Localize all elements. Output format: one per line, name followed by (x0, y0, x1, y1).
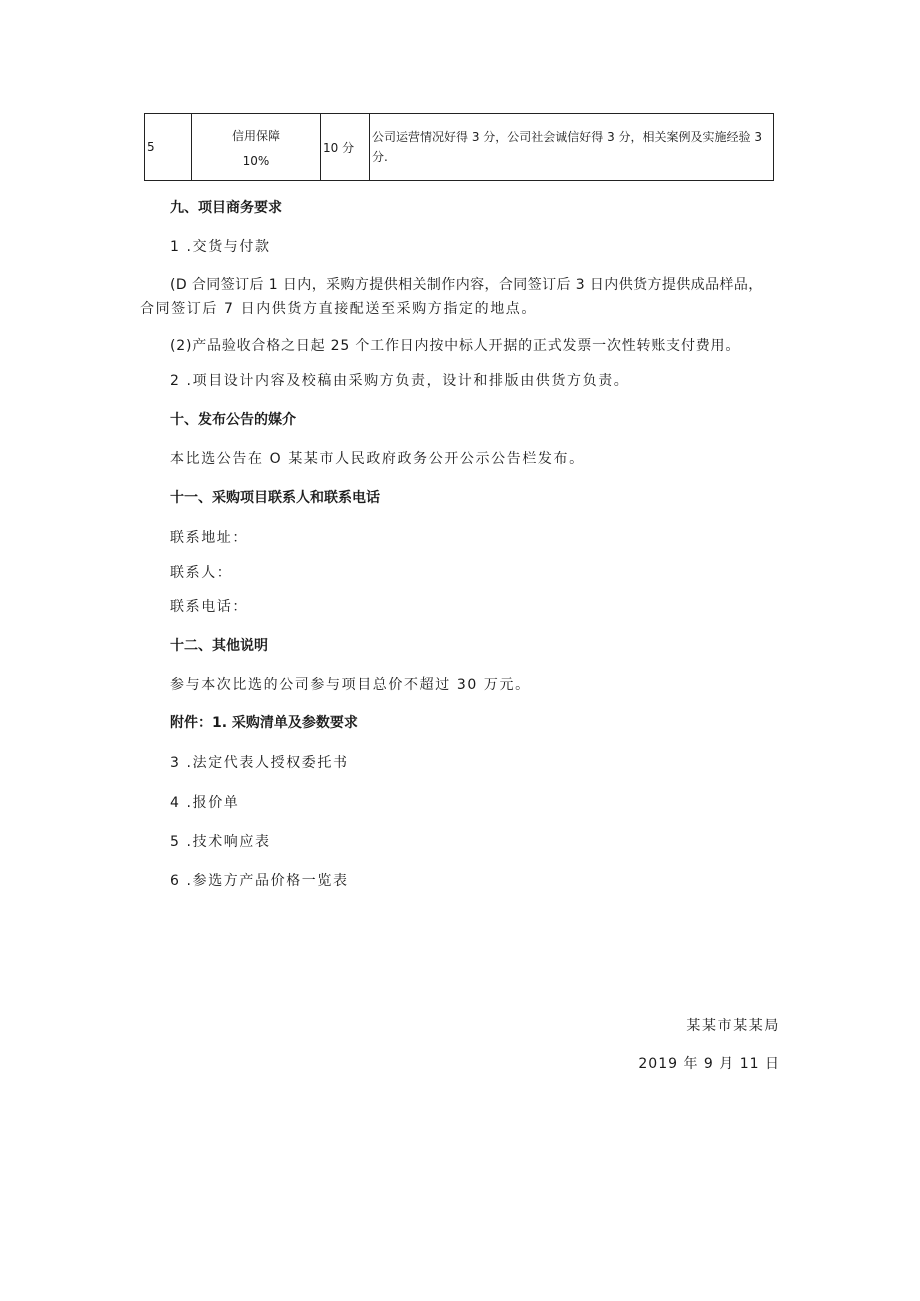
table-row (145, 114, 774, 181)
issuing-organization: 某某市某某局 (686, 1018, 780, 1034)
criteria-description: 公司运营情况好得 3 分，公司社会诚信好得 3 分，相关案例及实施经验 3 分. (370, 114, 774, 181)
section-9-paragraph-1-line-1: (D 合同签订后 1 日内，采购方提供相关制作内容，合同签订后 3 日内供货方提供成品样品， (170, 277, 763, 293)
criterion-cell (192, 114, 321, 181)
row-number: 5 (145, 114, 192, 181)
score-cell: 10 分 (321, 114, 370, 181)
section-9-paragraph-2: (2)产品验收合格之日起 25 个工作日内按中标人开据的正式发票一次性转账支付费用。 (170, 338, 741, 354)
section-10-text: 本比选公告在 O 某某市人民政府政务公开公示公告栏发布。 (170, 451, 585, 467)
section-10-title: 十、发布公告的媒介 (170, 412, 296, 428)
contact-person: 联系人： (170, 565, 233, 581)
attachment-6: 6 .参选方产品价格一览表 (170, 873, 349, 889)
section-9-title: 九、项目商务要求 (170, 200, 282, 216)
section-9-item-2: 2 .项目设计内容及校稿由采购方负责，设计和排版由供货方负责。 (170, 373, 630, 389)
section-12-title: 十二、其他说明 (170, 638, 268, 654)
contact-phone: 联系电话： (170, 599, 248, 615)
criterion-weight: 10% (242, 153, 270, 168)
attachment-5: 5 .技术响应表 (170, 834, 271, 850)
section-12-text: 参与本次比选的公司参与项目总价不超过 30 万元。 (170, 677, 531, 693)
scoring-table (144, 113, 774, 181)
attachment-3: 3 .法定代表人授权委托书 (170, 755, 349, 771)
criterion-name: 信用保障 (231, 128, 280, 143)
issue-date: 2019 年 9 月 11 日 (638, 1056, 780, 1072)
section-9-paragraph-1-line-2: 合同签订后 7 日内供货方直接配送至采购方指定的地点。 (140, 301, 538, 317)
attachment-4: 4 .报价单 (170, 795, 240, 811)
section-9-item-1: 1 .交货与付款 (170, 239, 271, 255)
contact-address: 联系地址： (170, 530, 248, 546)
section-11-title: 十一、采购项目联系人和联系电话 (170, 490, 380, 506)
attachments-title: 附件：1. 采购清单及参数要求 (170, 715, 358, 731)
